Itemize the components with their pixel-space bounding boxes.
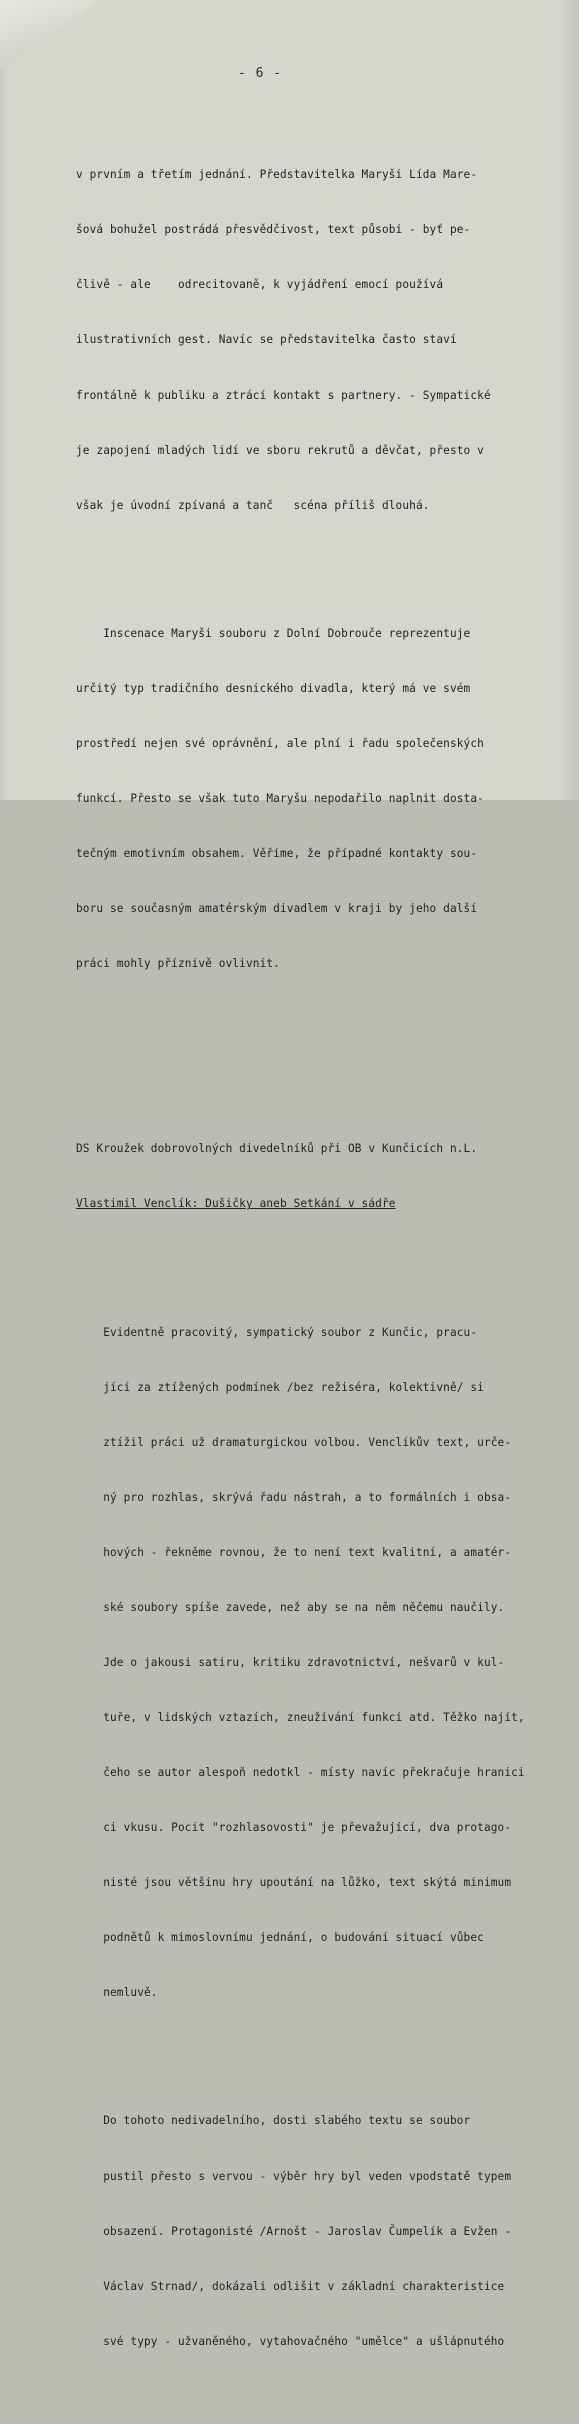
paragraph-4 [76, 2076, 516, 2388]
text-line: frontálně k publiku a ztrácí kontakt s partnery. - Sympatické [76, 388, 491, 402]
text-line: čeho se autor alespoň nedotkl - místy navíc překračuje hranici [76, 1765, 525, 1779]
text-line: jící za ztížených podmínek /bez režiséra, kolektivně/ si [76, 1380, 484, 1394]
paragraph-1 [76, 130, 516, 552]
text-line: Jde o jakousi satiru, kritiku zdravotnictví, nešvarů v kul- [76, 1655, 505, 1669]
text-line: ilustrativních gest. Navíc se představitelka často staví [76, 333, 457, 347]
text-line: ztížil práci už dramaturgickou volbou. Venclíkův text, urče- [76, 1435, 512, 1449]
text-line: člivě - ale odrecitovaně, k vyjádření emocí používá [76, 278, 444, 292]
text-line: práci mohly příznivě ovlivnit. [76, 957, 280, 971]
text-line: Václav Strnad/, dokázali odlišit v základní charakteristice [76, 2279, 505, 2293]
section-subheading: Vlastimil Venclík: Dušičky aneb Setkání v sádře [76, 1197, 396, 1211]
body-text [76, 93, 525, 2424]
text-line: obsazení. Protagonisté /Arnošt - Jaroslav Čumpelík a Evžen - [76, 2224, 512, 2238]
section-heading: DS Kroužek dobrovolných divedelníků při OB v Kunčicích n.L. [76, 1142, 478, 1156]
text-line: prostředí nejen své oprávnění, ale plní i řadu společenských [76, 737, 484, 751]
text-line: Evidentně pracovitý, sympatický soubor z Kunčic, pracu- [76, 1325, 478, 1339]
folded-corner [0, 0, 100, 70]
text-line: šová bohužel postrádá přesvědčivost, text působí - byť pe- [76, 223, 471, 237]
text-line: Inscenace Maryši souboru z Dolní Dobrouče reprezentuje [76, 626, 471, 640]
text-line: nemluvě. [76, 1986, 158, 2000]
text-line: tečným emotivním obsahem. Věříme, že případné kontakty sou- [76, 847, 478, 861]
paragraph-2 [76, 588, 516, 1010]
text-line: své typy - užvaněného, vytahovačného "umělce" a ušlápnutého [76, 2334, 505, 2348]
text-line: pustil přesto s vervou - výběr hry byl veden vpodstatě typem [76, 2169, 512, 2183]
text-line: určitý typ tradičního desnického divadla, který má ve svém [76, 682, 471, 695]
paragraph-3 [76, 1287, 525, 2039]
text-line: ské soubory spíše zavede, než aby se na něm něčemu naučily. [76, 1600, 505, 1614]
page-number: - 6 - [238, 66, 283, 81]
text-line: tuře, v lidských vztazích, zneužívání funkcí atd. Těžko najít, [76, 1710, 525, 1724]
text-line: funkcí. Přesto se však tuto Maryšu nepodařilo naplnit dosta- [76, 792, 484, 806]
text-line: Do tohoto nedivadelního, dosti slabého textu se soubor [76, 2114, 471, 2128]
text-line: nisté jsou většinu hry upoutání na lůžko, text skýtá minimum [76, 1876, 512, 1889]
text-line: ci vkusu. Pocit "rozhlasovosti" je převažující, dva protago- [76, 1820, 512, 1834]
text-line: je zapojení mladých lidí ve sboru rekrutů a děvčat, přesto v [76, 443, 484, 457]
section [76, 1104, 516, 1251]
text-line: podnětů k mimoslovnímu jednání, o budování situací vůbec [76, 1931, 484, 1945]
text-line: ný pro rozhlas, skrývá řadu nástrah, a to formálních i obsa- [76, 1490, 512, 1504]
text-line: boru se současným amatérským divadlem v kraji by jeho další [76, 902, 478, 916]
text-line: však je úvodní zpívaná a tanč scéna příliš dlouhá. [76, 498, 430, 512]
text-line: v prvním a třetím jednání. Představitelka Maryši Lída Mare- [76, 168, 478, 182]
paragraph-gap [76, 1047, 516, 1067]
text-line: hových - řekněme rovnou, že to není text kvalitní, a amatér- [76, 1545, 512, 1559]
